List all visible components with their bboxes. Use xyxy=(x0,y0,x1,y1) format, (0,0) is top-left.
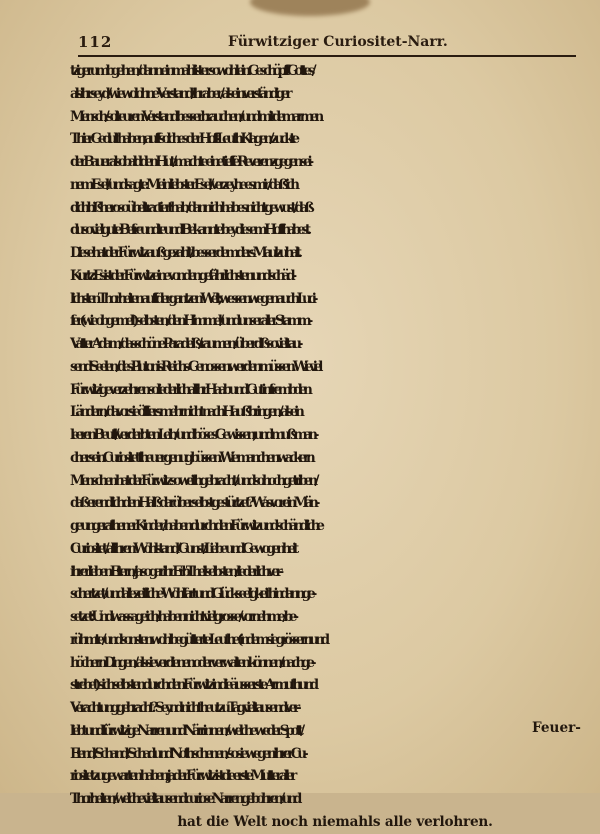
text-line: liebt und fürwitzige Narren und Närrinnen / welche weder Spott / xyxy=(70,722,301,739)
text-line: nem Esel / und sagte: Mein liebster Esel / verzeyhe es mir / daß ich xyxy=(70,176,296,193)
text-line: Thorheiten / welche viel tausend curiose Narren gebohren / und xyxy=(70,791,299,807)
running-title: Fürwitziger Curiositet-Narr. xyxy=(228,34,448,50)
text-line: leeren Beutl / verderbten Leib / und böses Gewissen; und muß man- xyxy=(70,427,316,443)
text-line: send Seelen / des Plutonis Reichs-Genossen werden müssen. Wieviel xyxy=(70,358,320,375)
text-line: höchern Dingen / als sie verdienen oder verwalten können / nachge- xyxy=(70,654,313,671)
text-line: Diese hat der Fürwitz außgezahlt / besser dem ders Maul zuhalt. xyxy=(70,245,299,261)
text-line: lichsten Thorheiten auff der gantzen Welt; wessenwegen auch Luci- xyxy=(70,290,315,307)
text-line: rühmte / und sonsten wohlbegütterte Leuthe (indem sie grössern und xyxy=(70,631,326,648)
text-line: strebet) sich selbsten durch den Fürwitz in die äusserste Armuth und xyxy=(70,677,315,694)
text-line: Fürwitzige verzehren so liederlich all ihr Haab und Gut in frembden xyxy=(70,381,309,398)
text-line: Kurtz: Es ist der Fürwitz eine von den gefährlichsten und schäd- xyxy=(70,267,293,284)
text-line: riositet zu gewarten haben; ja der Fürwitz ist die erste Mutter aller xyxy=(70,768,294,785)
text-line: Thier Gedult haben; auff solches der Hoff-Leuth Klagen / zuckte xyxy=(70,131,296,148)
text-line: Vatter Adam / das schöne Paradeiß / raumen / über diß soviel tau- xyxy=(70,336,300,352)
text-line: hat die Welt noch niemahls alle verlohren. xyxy=(177,813,493,830)
text-line: schertzet / und alle zeitliche Wohlfart und Glückseeligkeit hindann ge- xyxy=(70,586,314,603)
page-header xyxy=(78,33,578,55)
text-line: Curiositet / all ihren Wohlstand / Gunst / Liebe und Gewogenheit xyxy=(70,540,295,557)
text-line: daß er endlich den Halß darüber selbst gestürtzet? Was vor ein Män- xyxy=(70,495,317,512)
text-line: Verachtung gebracht? Seynd nicht heut zu Tag viel tausend ver- xyxy=(70,700,298,716)
text-line: du so viel gute Befreundte und Bekannte bey diesem Hoff habest. xyxy=(70,222,308,239)
text-line: fer (wie obgemelt) selbsten / den Himmel / und unser aller Stamm- xyxy=(70,313,310,330)
text-line: dich bißhero so übel tractiert hab / dann ich hab es nicht gewust / daß xyxy=(70,199,311,216)
body-text xyxy=(70,60,580,834)
header-rule xyxy=(78,55,576,57)
text-line: Menschen hat der Fürwitz so weith gebracht / und so hoch getriben / xyxy=(70,472,316,489)
page-number: 112 xyxy=(78,33,113,51)
catchword: Feuer- xyxy=(532,720,581,736)
text-line: Ländern / davor sie öffters mehr nicht nach Hauß bringen / als ein xyxy=(70,404,301,421)
text-line: ge ungerathener Kinder / haben durch den Fürwitz und schändliche xyxy=(70,518,321,534)
text-line: cher sein Curiositet theuer genug büssen. Wie manchen wackern xyxy=(70,449,312,466)
ink-stain xyxy=(250,0,370,16)
text-line: tziger umbgehen / dann einmahl ist er sowohl ein Geschöpff Gottes / xyxy=(70,63,313,79)
text-line: Mensch / solt euren Verstand besser brauchen / und mit dem armen xyxy=(70,108,321,125)
text-line: setzet: Und was sage ich / haben nicht viel grosse / vornehme / be- xyxy=(70,609,295,625)
text-line: Elend / Schand / Schad und Noth schenen / so sie wegen ihrer Cu- xyxy=(70,745,305,762)
text-line: als ihr seyd / wiewol ohne Verstand / ihr aber / als ein verständiger xyxy=(70,85,289,102)
text-line: ihrer lieben Eltern / ja so gar ihr Erb-Theil selbsten / liederlich ver- xyxy=(70,563,280,580)
text-line: der Bauer alsobald den Hut / machte eine tieffe Reverenz gegen sei- xyxy=(70,154,310,170)
